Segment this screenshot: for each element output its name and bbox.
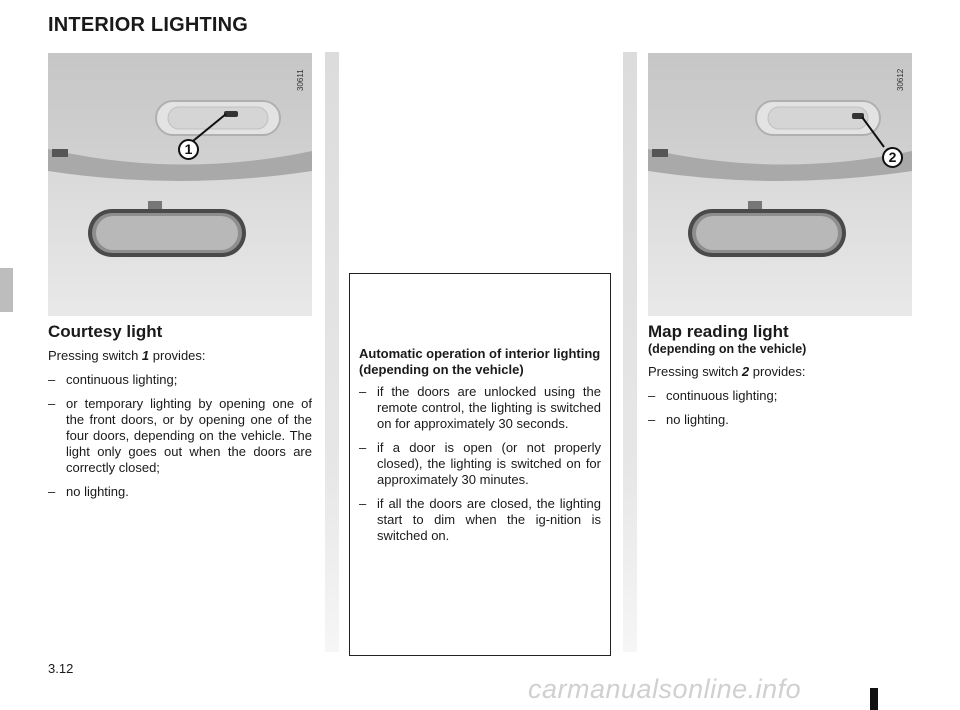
intro-text-end: provides: — [749, 364, 806, 379]
switch-number: 1 — [141, 348, 150, 363]
intro-text: Pressing switch — [648, 364, 742, 379]
page-title: INTERIOR LIGHTING — [48, 14, 249, 36]
courtesy-light-photo — [48, 53, 312, 316]
page-number: 3.12 — [48, 661, 74, 676]
list-item: – if a door is open (or not properly closed), the lighting is switched on for approximately 30 minutes. — [359, 440, 601, 488]
list-item: – continuous lighting; — [648, 388, 912, 404]
photo-ref-number: 30612 — [896, 68, 905, 91]
footer-mark — [870, 688, 878, 710]
list-item: – continuous lighting; — [48, 372, 312, 388]
map-light-intro — [648, 364, 912, 380]
automatic-operation-box — [349, 273, 611, 656]
automatic-operation-list — [359, 384, 601, 544]
list-item: – if all the doors are closed, the lighting start to dim when the ig-nition is switched on. — [359, 496, 601, 544]
map-light-heading: Map reading light — [648, 322, 789, 341]
courtesy-light-heading: Courtesy light — [48, 322, 163, 341]
list-item: – no lighting. — [48, 484, 312, 500]
site-watermark: carmanualsonline.info — [528, 674, 802, 704]
callout-switch-1: 1 — [178, 139, 199, 160]
column-divider-right — [623, 52, 637, 652]
callout-switch-2: 2 — [882, 147, 903, 168]
map-light-photo — [648, 53, 912, 316]
courtesy-light-illustration — [48, 53, 312, 316]
box-title: Automatic operation of interior lighting — [359, 346, 601, 361]
map-light-options-list — [648, 388, 912, 428]
map-light-section — [648, 322, 912, 436]
photo-ref-number: 30611 — [296, 69, 305, 91]
switch-number: 2 — [741, 364, 750, 379]
map-light-subtitle: (depending on the vehicle) — [648, 342, 807, 356]
intro-text-end: provides: — [149, 348, 206, 363]
courtesy-options-list — [48, 372, 312, 500]
side-tab-marker — [0, 268, 13, 312]
courtesy-intro — [48, 348, 312, 364]
list-item: – no lighting. — [648, 412, 912, 428]
list-item: – or temporary lighting by opening one of the front doors, or by opening one of the four doors, depending on the vehicle. The light only goes out when the doors are correctly closed; — [48, 396, 312, 476]
intro-text: Pressing switch — [48, 348, 142, 363]
box-subtitle: (depending on the vehicle) — [359, 362, 524, 377]
list-item: – if the doors are unlocked using the remote control, the lighting is switched on for approximately 30 seconds. — [359, 384, 601, 432]
map-light-illustration — [648, 53, 912, 316]
column-divider-left — [325, 52, 339, 652]
courtesy-light-section — [48, 322, 312, 508]
